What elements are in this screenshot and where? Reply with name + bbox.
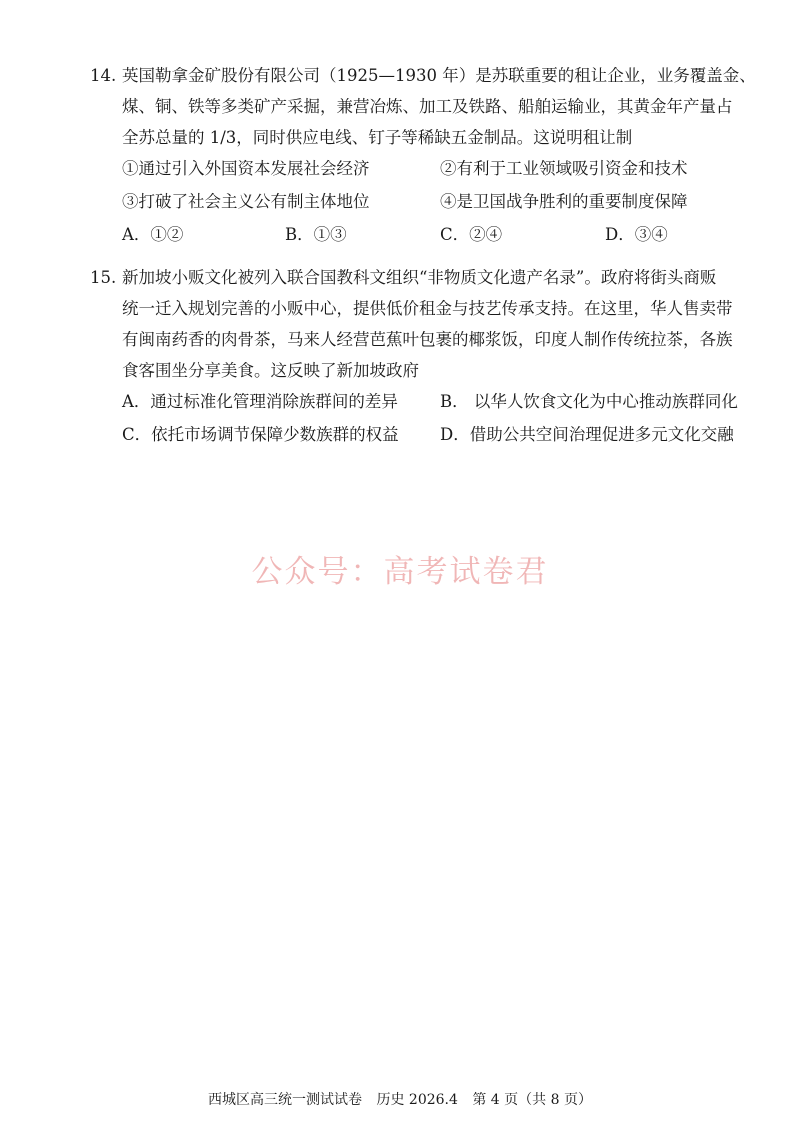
question-stem-line: 统一迁入规划完善的小贩中心，提供低价租金与技艺传承支持。在这里，华人售卖带 (122, 299, 733, 318)
option-a: A．通过标准化管理消除族群间的差异 (122, 392, 398, 411)
question-14 (90, 60, 756, 252)
question-stem-line: 全苏总量的 1/3，同时供应电线、钉子等稀缺五金制品。这说明租让制 (122, 128, 633, 147)
statement-2: ②有利于工业领域吸引资金和技术 (440, 159, 688, 178)
option-d: D．③④ (605, 225, 668, 244)
footer-page-number: 第 4 页（共 8 页） (472, 1092, 592, 1108)
question-15 (90, 262, 738, 452)
question-stem-line: 有闽南药香的肉骨茶，马来人经营芭蕉叶包裹的椰浆饭，印度人制作传统拉茶，各族 (122, 330, 733, 349)
question-number: 15. (90, 268, 117, 287)
question-stem-line: 煤、铜、铁等多类矿产采掘，兼营冶炼、加工及铁路、船舶运输业，其黄金年产量占 (122, 97, 733, 116)
footer-subject: 历史 2026.4 (376, 1092, 458, 1108)
page-footer (0, 1089, 800, 1109)
option-c: C．②④ (440, 225, 503, 244)
stem-text: 英国勒拿金矿股份有限公司（1925—1930 年）是苏联重要的租让企业，业务覆盖金、 (122, 66, 756, 85)
stem-text: 新加坡小贩文化被列入联合国教科文组织“非物质文化遗产名录”。政府将街头商贩 (122, 268, 717, 287)
question-number: 14. (90, 66, 117, 85)
footer-exam-title: 西城区高三统一测试试卷 (208, 1092, 363, 1108)
option-a: A．①② (122, 225, 184, 244)
option-row (90, 219, 730, 252)
question-stem-line (90, 262, 730, 293)
question-stem-line (90, 60, 756, 91)
option-c: C．依托市场调节保障少数族群的权益 (122, 425, 399, 444)
option-row (90, 386, 738, 419)
statement-row (90, 186, 730, 219)
statement-3: ③打破了社会主义公有制主体地位 (122, 192, 370, 211)
option-d: D．借助公共空间治理促进多元文化交融 (440, 425, 734, 444)
option-row (90, 419, 734, 452)
watermark: 公众号：高考试卷君 (251, 554, 549, 590)
statement-1: ①通过引入外国资本发展社会经济 (122, 159, 370, 178)
question-stem-line: 食客围坐分享美食。这反映了新加坡政府 (122, 361, 419, 380)
statement-row (90, 153, 730, 186)
option-b: B． 以华人饮食文化为中心推动族群同化 (440, 392, 738, 411)
option-b: B．①③ (285, 225, 347, 244)
statement-4: ④是卫国战争胜利的重要制度保障 (440, 192, 688, 211)
